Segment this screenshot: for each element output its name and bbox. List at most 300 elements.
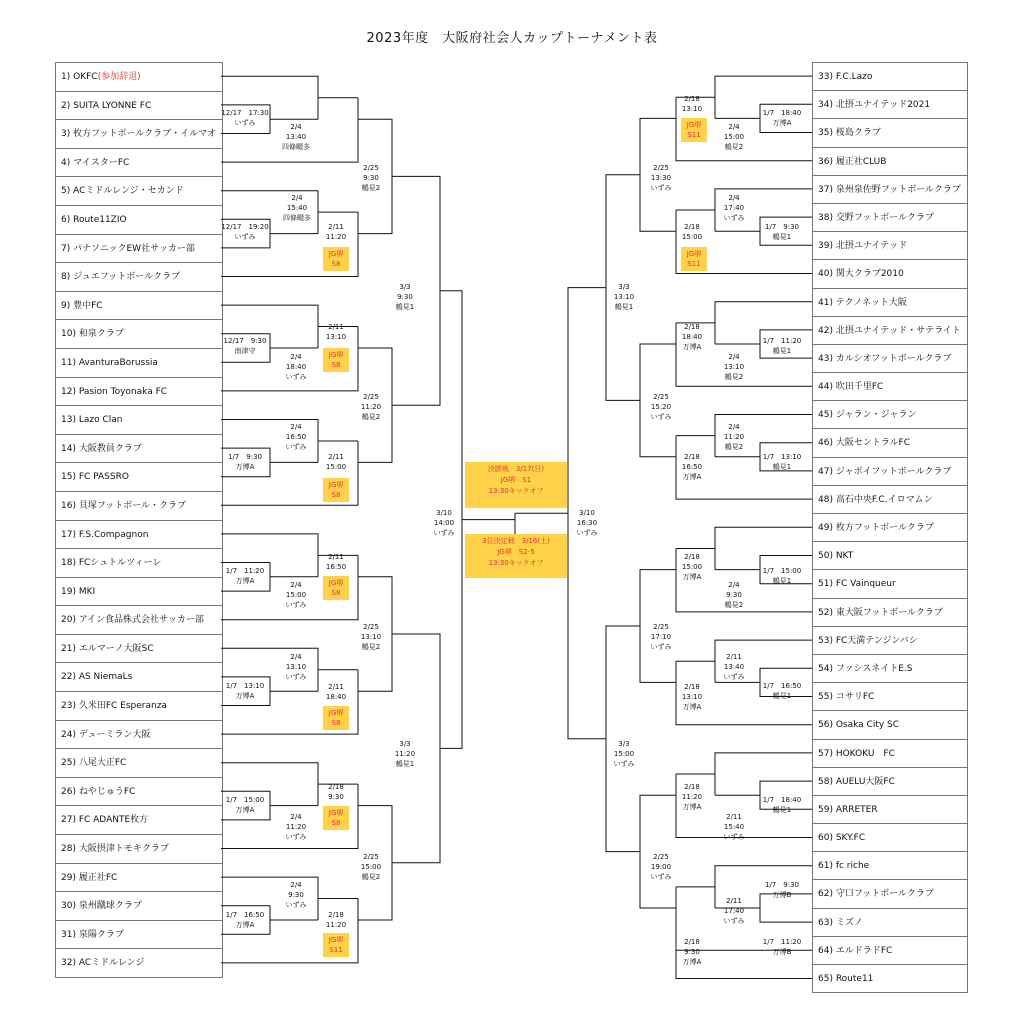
team-number: 39) (818, 241, 836, 252)
match-note (709, 652, 759, 682)
team-name: 北摂ユナイテッド (835, 241, 908, 252)
team-number: 27) (61, 815, 79, 826)
team-number: 64) (818, 945, 836, 956)
match-note-line: いずみ (723, 214, 745, 222)
venue-tag-line: S8 (331, 589, 341, 597)
match-note-line: 2/4 (728, 194, 740, 202)
match-note (311, 910, 361, 930)
match-note (667, 452, 717, 482)
team-name: AUELU大阪FC (835, 776, 895, 787)
match-note-line: 1/7 11:20 (762, 337, 802, 345)
team-name: テクノネット大阪 (835, 297, 907, 308)
team-name: ファシスネイトE.S (835, 663, 913, 674)
team-number: 47) (818, 466, 836, 477)
team-name: ミズノ (835, 917, 863, 928)
match-note (380, 282, 430, 312)
team-number: 17) (61, 529, 79, 540)
team-number: 30) (61, 901, 79, 912)
match-note-line: 2/18 (684, 683, 700, 691)
venue-tag-line: S8 (331, 491, 341, 499)
match-note-line: 2/18 (328, 911, 344, 919)
match-note (709, 812, 759, 842)
match-note-line: 11:20 (285, 823, 307, 831)
team-name: 和泉クラブ (78, 329, 124, 340)
match-note-line: 9:30 (328, 793, 344, 801)
match-note-line: いずみ (650, 643, 672, 651)
match-note-line: 鶴見1 (614, 303, 634, 311)
match-note-line: 2/11 (726, 897, 742, 905)
match-note-line: いずみ (285, 901, 307, 909)
venue-tag-line: S11 (687, 131, 701, 139)
team-number: 56) (818, 720, 836, 731)
match-note-line: いずみ (723, 833, 745, 841)
team-number: 28) (61, 844, 79, 855)
team-number: 33) (818, 72, 836, 82)
team-number: 54) (818, 663, 836, 674)
team-name: SUITA LYONNE FC (73, 100, 152, 111)
match-note-line: いずみ (723, 673, 745, 681)
match-note (272, 193, 322, 223)
venue-tag (323, 478, 349, 502)
team-number: 32) (61, 958, 79, 969)
venue-tag-line: JG堺 (328, 579, 344, 587)
match-note-line: 15:00 (325, 463, 347, 471)
match-note-line: いずみ (650, 873, 672, 881)
match-note (311, 322, 361, 342)
venue-tag (323, 348, 349, 372)
match-note-line: 四條畷多 (283, 214, 311, 222)
venue-tag (323, 706, 349, 730)
match-note-line: 万博A (682, 343, 702, 351)
match-note-line: 南津守 (234, 347, 256, 355)
match-note-line: 2/4 (728, 581, 740, 589)
team-name: FC天満テンジンバシ (835, 635, 918, 646)
team-note: (参加辞退) (97, 72, 141, 82)
team-name: 豊中FC (73, 300, 103, 311)
match-note-line: 2/25 (363, 164, 379, 172)
match-note-line: いずみ (723, 917, 745, 925)
match-note-line: 1/7 15:00 (225, 796, 265, 804)
match-note-line: 15:20 (650, 403, 672, 411)
team-name: fc riche (835, 861, 870, 872)
team-name: 泉陽クラブ (78, 929, 124, 940)
match-note-line: 2/18 (684, 553, 700, 561)
team-number: 29) (61, 872, 79, 883)
match-note (562, 508, 612, 538)
team-number: 61) (818, 861, 836, 872)
match-note (346, 622, 396, 652)
match-note-line: 1/7 13:10 (225, 682, 265, 690)
team-number: 52) (818, 607, 836, 618)
match-note-line: 13:30 (650, 174, 672, 182)
match-note-line: 15:00 (681, 563, 703, 571)
match-note-line: 1/7 16:50 (225, 911, 265, 919)
final-match-box (465, 462, 567, 508)
team-number: 1) (61, 72, 74, 82)
match-note-line: 鶴見2 (361, 873, 381, 881)
match-note (709, 122, 759, 152)
match-note (667, 322, 717, 352)
team-name: HOKOKU FC (835, 748, 895, 759)
team-number: 34) (818, 100, 836, 111)
match-note (271, 352, 321, 382)
venue-tag-line: S8 (331, 719, 341, 727)
team-number: 8) (61, 272, 74, 283)
team-name: 大阪摂津トモキクラブ (78, 844, 169, 855)
match-note (599, 739, 649, 769)
match-note-line: 1/7 9:30 (765, 881, 799, 889)
match-note-line: 2/11 (328, 683, 344, 691)
team-name: 八尾大正FC (78, 758, 127, 769)
page-title: 2023年度 大阪府社会人カップトーナメント表 (366, 31, 658, 46)
team-number: 15) (61, 472, 79, 483)
match-note (380, 739, 430, 769)
match-note-line: 9:30 (726, 591, 742, 599)
match-note-line: 13:10 (285, 663, 307, 671)
team-number: 25) (61, 758, 79, 769)
match-note-line: 3/3 (399, 740, 411, 748)
match-note-line: 2/18 (684, 783, 700, 791)
team-name: 大阪教員クラブ (78, 443, 142, 454)
match-note-line: 2/11 (328, 553, 344, 561)
match-note-line: 2/4 (290, 653, 302, 661)
match-note (346, 852, 396, 882)
match-note-line: 11:20 (394, 750, 416, 758)
match-note (636, 622, 686, 652)
match-note-line: 18:40 (325, 693, 347, 701)
match-note-line: 15:00 (285, 591, 307, 599)
venue-tag-line: S11 (687, 260, 701, 268)
team-number: 13) (61, 415, 79, 426)
match-note-line: 鶴見1 (395, 760, 415, 768)
team-name: FC ADANTE枚方 (78, 815, 149, 826)
venue-tag-line: S8 (331, 819, 341, 827)
team-name: 久米田FC Esperanza (78, 701, 167, 712)
match-note-line: 2/11 (328, 223, 344, 231)
match-note-line: 2/4 (728, 353, 740, 361)
match-note (757, 452, 807, 472)
team-number: 41) (818, 297, 836, 308)
third-line3: 13:30キックオフ (488, 559, 544, 567)
match-note (709, 896, 759, 926)
match-note-line: 9:30 (288, 891, 304, 899)
team-number: 45) (818, 410, 836, 421)
team-number: 55) (818, 692, 836, 703)
match-note-line: いずみ (285, 833, 307, 841)
match-note-line: 2/4 (290, 581, 302, 589)
match-note-line: 万博A (235, 463, 255, 471)
match-note-line: 1/7 11:20 (225, 567, 265, 575)
match-note-line: 万博B (772, 948, 792, 956)
team-number: 12) (61, 386, 79, 397)
venue-tag (323, 806, 349, 830)
match-note-line: 14:00 (433, 519, 455, 527)
team-name: 吹田千里FC (835, 382, 884, 393)
match-note (757, 795, 807, 815)
team-number: 11) (61, 357, 79, 368)
match-note-line: 12/17 19:20 (221, 223, 269, 231)
match-note (220, 566, 270, 586)
match-note-line: 18:40 (681, 333, 703, 341)
team-number: 62) (818, 889, 836, 900)
match-note-line: 15:40 (723, 823, 745, 831)
venue-tag-line: S11 (329, 946, 343, 954)
match-note (419, 508, 469, 538)
match-note (220, 910, 270, 930)
match-note-line: 鶴見1 (772, 233, 792, 241)
team-name: 泉州蹴球クラブ (78, 901, 142, 912)
team-number: 10) (61, 329, 79, 340)
match-note-line: 2/4 (290, 813, 302, 821)
match-note (346, 392, 396, 422)
match-note-line: 3/3 (399, 283, 411, 291)
match-note-line: 17:40 (723, 907, 745, 915)
match-note (709, 352, 759, 382)
team-number: 50) (818, 551, 836, 562)
team-number: 26) (61, 786, 79, 797)
match-note-line: 12/17 9:30 (223, 337, 267, 345)
match-note (311, 682, 361, 702)
match-note-line: 16:50 (681, 463, 703, 471)
team-number: 24) (61, 729, 79, 740)
team-name: Pasion Toyonaka FC (78, 386, 168, 397)
team-name: ACミドルレンジ・セカンド (73, 186, 184, 197)
match-note-line: 11:20 (681, 793, 703, 801)
match-note-line: 2/4 (290, 353, 302, 361)
team-number: 23) (61, 701, 79, 712)
match-note-line: 15:00 (723, 133, 745, 141)
match-note-line: 13:10 (681, 693, 703, 701)
team-name: OKFC (73, 72, 98, 82)
match-note (599, 282, 649, 312)
match-note-line: 万博A (682, 803, 702, 811)
match-note-line: 万博A (682, 958, 702, 966)
venue-tag (323, 933, 349, 957)
third-line2: JG堺 S2-5 (497, 548, 535, 556)
final-line2: JG堺 S1 (500, 476, 532, 484)
match-note (709, 580, 759, 610)
venue-tag (681, 118, 707, 142)
match-note-line: 13:40 (723, 663, 745, 671)
match-note (311, 452, 361, 472)
team-name: Route11 (835, 974, 874, 984)
team-name: 大阪セントラルFC (835, 438, 911, 449)
match-note-line: 万博A (235, 692, 255, 700)
team-name: 東大阪フットボールクラブ (835, 607, 943, 618)
match-note (311, 552, 361, 572)
match-note-line: 2/18 (684, 323, 700, 331)
match-note-line: 2/18 (684, 95, 700, 103)
match-note-line: 鶴見1 (772, 577, 792, 585)
match-note (220, 222, 270, 242)
team-number: 31) (61, 929, 79, 940)
team-number: 38) (818, 212, 836, 223)
match-note (311, 782, 361, 802)
match-note (636, 392, 686, 422)
match-note-line: 2/18 (684, 223, 700, 231)
team-name: MKI (78, 586, 96, 597)
match-note-line: 11:20 (325, 921, 347, 929)
match-note (220, 795, 270, 815)
team-name: FC PASSRO (78, 472, 129, 483)
team-number: 60) (818, 833, 836, 844)
match-note-line: 1/7 18:40 (762, 796, 802, 804)
venue-tag-line: JG堺 (328, 709, 344, 717)
team-number: 7) (61, 243, 74, 254)
match-note (757, 566, 807, 586)
team-name: 履正社CLUB (835, 156, 887, 167)
match-note-line: 2/11 (726, 653, 742, 661)
match-note-line: いずみ (650, 184, 672, 192)
match-note-line: 11:20 (723, 433, 745, 441)
match-note-line: 鶴見1 (395, 303, 415, 311)
match-note (667, 937, 717, 967)
match-note-line: 12/17 17:30 (221, 109, 269, 117)
team-name: アイン食品株式会社サッカー部 (78, 615, 204, 626)
match-note-line: 18:40 (285, 363, 307, 371)
team-name: 北摂ユナイテッド2021 (835, 100, 931, 111)
bracket-line (715, 753, 812, 795)
team-name: コサリFC (835, 692, 875, 703)
team-number: 3) (61, 129, 74, 140)
team-number: 46) (818, 438, 836, 449)
bracket-line (715, 527, 812, 569)
team-number: 6) (61, 214, 74, 225)
match-note-line: 2/11 (328, 323, 344, 331)
team-number: 63) (818, 917, 836, 928)
team-number: 40) (818, 269, 836, 280)
team-name: ACミドルレンジ (78, 958, 145, 969)
match-note-line: 2/4 (291, 194, 303, 202)
match-note-line: 鶴見2 (724, 601, 744, 609)
match-note-line: 2/4 (290, 881, 302, 889)
match-note (709, 422, 759, 452)
match-note-line: 2/25 (653, 393, 669, 401)
team-name: デューミラン大阪 (78, 729, 151, 740)
team-number: 42) (818, 325, 836, 336)
match-note-line: 鶴見2 (361, 643, 381, 651)
third-place-box (465, 534, 567, 578)
match-note-line: 1/7 11:20 (762, 938, 802, 946)
match-note (757, 222, 807, 242)
match-note-line: 万博B (772, 891, 792, 899)
venue-tag-line: S8 (331, 361, 341, 369)
match-note-line: 鶴見2 (361, 413, 381, 421)
match-note-line: いずみ (234, 233, 256, 241)
match-note-line: 鶴見2 (724, 373, 744, 381)
team-name: ジャボイフットボールクラブ (835, 466, 952, 477)
match-note-line: 2/18 (684, 938, 700, 946)
match-note-line: 鶴見1 (772, 463, 792, 471)
match-note-line: 13:10 (360, 633, 382, 641)
match-note-line: 2/4 (728, 123, 740, 131)
venue-tag-line: JG堺 (686, 121, 702, 129)
team-number: 36) (818, 156, 836, 167)
match-note (311, 222, 361, 242)
match-note (271, 812, 321, 842)
team-number: 9) (61, 300, 74, 311)
match-note-line: 2/25 (363, 853, 379, 861)
team-name: 守口フットボールクラブ (835, 889, 934, 900)
match-note-line: 鶴見1 (772, 806, 792, 814)
team-number: 4) (61, 157, 74, 168)
team-name: ねやじゅうFC (78, 786, 136, 797)
match-note-line: 3/3 (618, 740, 630, 748)
match-note-line: いずみ (433, 529, 455, 537)
team-number: 57) (818, 748, 836, 759)
match-note-line: 万博A (235, 577, 255, 585)
venue-tag-line: JG堺 (328, 250, 344, 258)
match-note-line: 1/7 16:50 (762, 682, 802, 690)
team-name: マイスターFC (73, 157, 130, 168)
team-name: ジュエフットボールクラブ (73, 272, 180, 283)
match-note-line: 9:30 (684, 948, 700, 956)
team-number: 37) (818, 184, 836, 195)
team-name: 高石中央F.C.イロマムン (835, 494, 933, 505)
match-note-line: 1/7 13:10 (762, 453, 802, 461)
match-note-line: 2/25 (653, 164, 669, 172)
team-name: 関大クラブ2010 (835, 269, 904, 280)
match-note-line: 16:50 (325, 563, 347, 571)
team-name: エルマーノ大阪SC (78, 643, 154, 654)
match-note-line: いずみ (650, 413, 672, 421)
match-note (220, 108, 270, 128)
match-note (757, 681, 807, 701)
match-note-line: 2/11 (726, 813, 742, 821)
team-number: 65) (818, 974, 836, 984)
match-note-line: 2/18 (328, 783, 344, 791)
team-number: 19) (61, 586, 79, 597)
match-note-line: 11:20 (360, 403, 382, 411)
venue-tag-line: S8 (331, 260, 341, 268)
team-name: ARRETER (835, 804, 878, 815)
match-note (220, 452, 270, 472)
match-note-line: 9:30 (363, 174, 379, 182)
match-note-line: 15:40 (286, 204, 308, 212)
team-name: F.S.Compagnon (78, 529, 149, 540)
match-note-line: 2/4 (728, 423, 740, 431)
match-note (346, 163, 396, 193)
final-line1: 決勝戦 3/17(日) (487, 465, 545, 473)
team-name: Osaka City SC (835, 720, 900, 731)
match-note-line: 2/25 (363, 623, 379, 631)
match-note-line: 9:30 (397, 293, 413, 301)
match-note-line: 19:00 (650, 863, 672, 871)
match-note-line: 16:50 (285, 433, 307, 441)
venue-tag-line: JG堺 (328, 936, 344, 944)
team-number: 5) (61, 186, 74, 197)
team-name: F.C.Lazo (835, 72, 873, 82)
team-number: 35) (818, 128, 836, 139)
team-number: 43) (818, 353, 836, 364)
venue-tag (323, 576, 349, 600)
team-name: ジャラン・ジャラン (835, 410, 917, 421)
match-note-line: 万博A (682, 573, 702, 581)
team-number: 18) (61, 558, 79, 569)
match-note-line: 17:40 (723, 204, 745, 212)
match-note-line: 2/25 (653, 623, 669, 631)
team-number: 2) (61, 100, 74, 111)
match-note (220, 681, 270, 701)
match-note (271, 652, 321, 682)
match-note-line: 2/18 (684, 453, 700, 461)
venue-tag (681, 247, 707, 271)
team-number: 22) (61, 672, 79, 683)
match-note-line: いずみ (613, 760, 635, 768)
match-note-line: 四條畷多 (282, 143, 310, 151)
team-name: AS NiemaLs (78, 672, 133, 683)
team-number: 14) (61, 443, 79, 454)
